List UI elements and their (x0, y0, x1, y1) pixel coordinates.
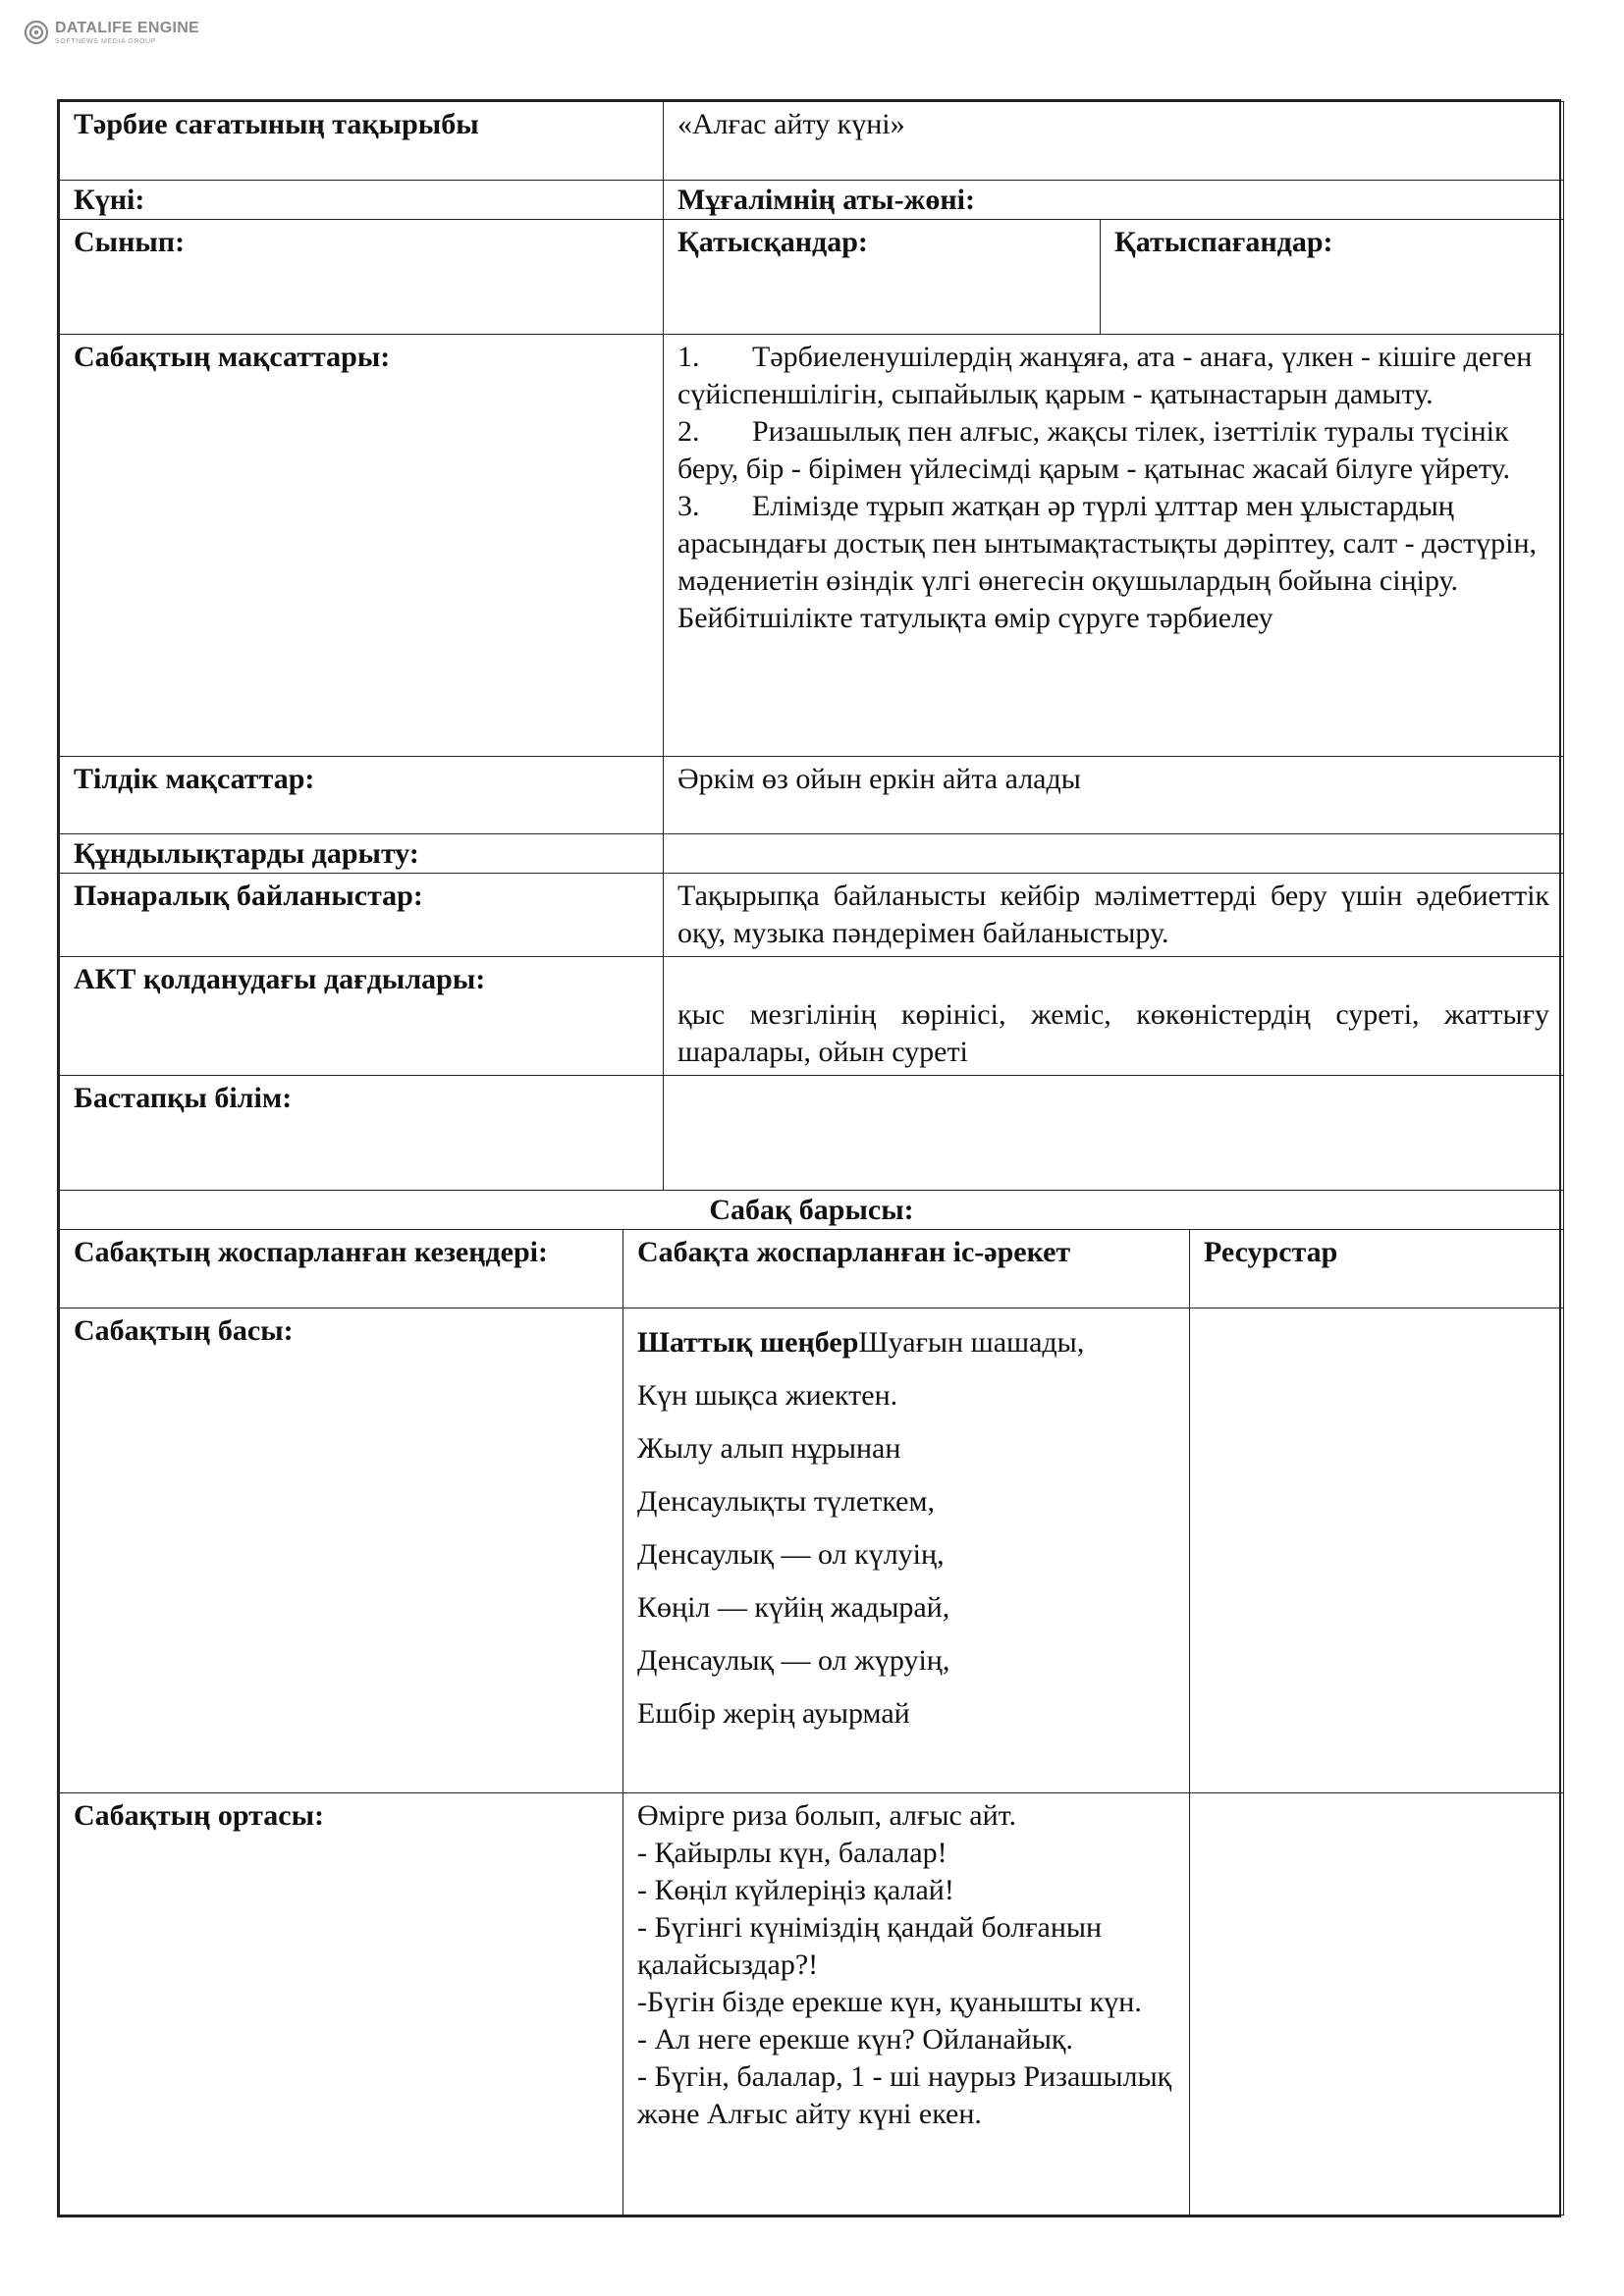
objective-item: 3. Елімізде тұрып жатқан әр түрлі ұлттар мен ұлыстардың арасындағы достық пен ынтымақтастықты дәріптеу, салт - дәстүрін, мәдениетін өзіндік үлгі өнегесін оқушылардың бойына сіңіру. Бейбітшілікте татулықта өмір сүруге тәрбиелеу (677, 490, 1538, 634)
col-stages-header: Сабақтың жоспарланған кезеңдері: (60, 1230, 623, 1308)
teacher-label: Мұғалімнің аты-жөні: (664, 181, 1564, 220)
topic-value: «Алғас айту күні» (664, 102, 1564, 181)
activity-line: - Ал неге ерекше күн? Ойланайық. (637, 2023, 1073, 2056)
datalife-logo (24, 20, 199, 45)
language-goals-label: Тілдік мақсаттар: (60, 757, 664, 834)
start-resources (1190, 1308, 1564, 1793)
poem-line: Денсаулықты түлеткем, (637, 1485, 935, 1518)
poem-line: Денсаулық — ол жүруің, (637, 1644, 950, 1677)
values-value (664, 834, 1564, 874)
objectives-label: Сабақтың мақсаттары: (60, 335, 664, 757)
prior-knowledge-value (664, 1076, 1564, 1191)
eye-logo-icon (24, 20, 49, 45)
objective-item: 1. Тәрбиеленушілердің жанұяға, ата - анаға, үлкен - кішіге деген сүйіспеншілігін, сыпайылық қарым - қатынастарын дамыту. (677, 341, 1533, 410)
lesson-progress-title: Сабақ барысы: (60, 1191, 1564, 1230)
activity-line: - Бүгінгі күніміздің қандай болғанын қалайсыздар?! (637, 1911, 1103, 1981)
lesson-plan-document (57, 99, 1561, 2217)
col-activity-header: Сабақта жоспарланған іс-әрекет (623, 1230, 1190, 1308)
poem-line: Денсаулық — ол күлуің, (637, 1538, 945, 1571)
middle-resources (1190, 1793, 1564, 2216)
objective-item: 2. Ризашылық пен алғыс, жақсы тілек, ізеттілік туралы түсінік беру, бір - бірімен үйлесімді қарым - қатынас жасай білуге үйрету. (677, 415, 1511, 485)
poem-title: Шаттық шеңбер (637, 1326, 859, 1359)
present-label: Қатысқандар: (664, 220, 1101, 335)
values-label: Құндылықтарды дарыту: (60, 834, 664, 874)
middle-activity (623, 1793, 1190, 2216)
opening-poem (623, 1308, 1190, 1793)
class-label: Сынып: (60, 220, 664, 335)
language-goals-value: Әркім өз ойын еркін айта алады (664, 757, 1564, 834)
logo-subtitle: SOFTNEWS MEDIA GROUP (55, 37, 157, 45)
objectives-list (664, 335, 1564, 757)
activity-line: -Бүгін бізде ерекше күн, қуанышты күн. (637, 1986, 1142, 2018)
absent-label: Қатыспағандар: (1101, 220, 1564, 335)
lesson-progress-table (59, 1190, 1564, 2216)
poem-line: Шаттық шеңберШуағын шашады, (637, 1326, 1085, 1359)
poem-line: Көңіл — күйің жадырай, (637, 1591, 950, 1624)
cross-subject-label: Пәнаралық байланыстар: (60, 874, 664, 957)
prior-knowledge-label: Бастапқы білім: (60, 1076, 664, 1191)
lesson-middle-label: Сабақтың ортасы: (60, 1793, 623, 2216)
logo-name: DATALIFE ENGINE (55, 19, 200, 36)
header-table (59, 101, 1564, 1191)
topic-label: Тәрбие сағатының тақырыбы (60, 102, 664, 181)
activity-line: - Көңіл күйлеріңіз қалай! (637, 1874, 954, 1906)
poem-line: Жылу алып нұрынан (637, 1432, 901, 1465)
date-label: Күні: (60, 181, 664, 220)
activity-line: - Бүгін, балалар, 1 - ші наурыз Ризашылық және Алғыс айту күні екен. (637, 2060, 1172, 2130)
lesson-start-label: Сабақтың басы: (60, 1308, 623, 1793)
activity-line: - Қайырлы күн, балалар! (637, 1837, 947, 1869)
ict-skills-value: қыс мезгілінің көрінісі, жеміс, көкөністердің суреті, жаттығу шаралары, ойын суреті (664, 957, 1564, 1076)
cross-subject-value: Тақырыпқа байланысты кейбір мәліметтерді беру үшін әдебиеттік оқу, музыка пәндерімен байланыстыру. (664, 874, 1564, 957)
col-resources-header: Ресурстар (1190, 1230, 1564, 1308)
activity-line: Өмірге риза болып, алғыс айт. (637, 1799, 1017, 1832)
poem-line: Күн шықса жиектен. (637, 1379, 898, 1412)
poem-line: Ешбір жерің ауырмай (637, 1697, 910, 1730)
ict-skills-label: АКТ қолданудағы дағдылары: (60, 957, 664, 1076)
